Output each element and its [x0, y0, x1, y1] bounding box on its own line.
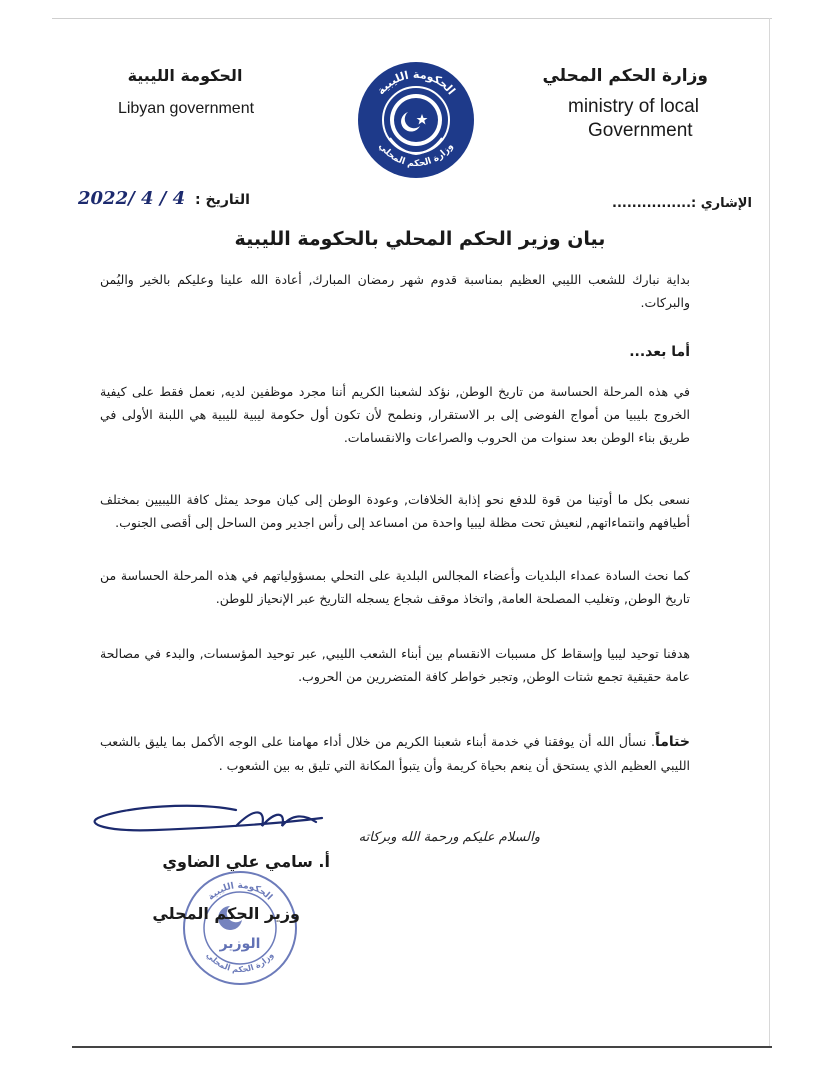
ministry-logo: [356, 60, 476, 180]
government-name-arabic: الحكومة الليبية: [127, 66, 243, 85]
signature-scribble: [86, 796, 326, 852]
closing-paragraph-text: . نسأل الله أن يوفقنا في خدمة أبناء شعبنا الكريم من خلال أداء مهامنا على الوجه الأكمل بما يليق بالشعب الليبي العظيم الذي يستحق أن ينعم بحياة كريمة وأن يتبوأ المكانة التي تليق به بين الشعوب .: [100, 734, 690, 773]
statement-title: بيان وزير الحكم المحلي بالحكومة الليبية: [234, 228, 606, 250]
closing-salutation: والسلام عليكم ورحمة الله وبركاته: [358, 830, 540, 845]
date-label: التاريخ :: [195, 192, 250, 208]
logo-ring-bottom-text: وزارة الحكم المحلي: [376, 141, 456, 170]
paragraph-closing: [100, 730, 690, 777]
ministry-name-english-line2: Government: [588, 120, 693, 141]
page-top-edge: [52, 18, 772, 19]
paragraph-greeting: بداية نبارك للشعب الليبي العظيم بمناسبة قدوم شهر رمضان المبارك, أعادة الله علينا وعليكم بالخير واليُمن والبركات.: [100, 272, 690, 310]
stamp-ring-top-text: الحكومة الليبية: [206, 880, 274, 903]
government-name-english: Libyan government: [117, 100, 255, 117]
stamp-ring-bottom-text: وزارة الحكم المحلي: [204, 950, 276, 975]
paragraph-2: في هذه المرحلة الحساسة من تاريخ الوطن, نؤكد لشعبنا الكريم أننا مجرد موظفين لديه, نعمل فقط على كيفية الخروج بليبيا من أمواج الفوضى إلى بر الاستقرار, ونطمح لأن تكون أول حكومة ليبية لليبية هي اللبنة الأولى في طريق بناء الوطن بعد سنوات من الحروب والصراعات والانقسامات.: [100, 384, 690, 445]
signatory-name: أ. سامي علي الضاوي: [162, 852, 330, 871]
paragraph-5: هدفنا توحيد ليبيا وإسقاط كل مسببات الانقسام بين أبناء الشعب الليبي, عبر توحيد المؤسسات, والبدء في مصالحة عامة حقيقية تجمع شتات الوطن, وتجبر خواطر كافة المتضررين من الحروب.: [100, 646, 690, 684]
ministry-name-english-line1: ministry of local: [568, 96, 699, 117]
stamp-center-text: الوزير: [219, 936, 261, 952]
page-bottom-rule: [72, 1046, 772, 1048]
page-right-edge: [769, 18, 770, 1048]
official-stamp: [180, 868, 300, 988]
signatory-title: وزير الحكم المحلي: [152, 904, 300, 923]
khitaman-word: ختاماً: [655, 734, 690, 750]
logo-ring-top-text: الحكومة الليبية: [374, 67, 458, 98]
ministry-name-arabic: وزارة الحكم المحلي: [542, 66, 708, 86]
paragraph-3: نسعى بكل ما أوتينا من قوة للدفع نحو إذابة الخلافات, وعودة الوطن إلى كيان موحد يمثل كافة الليبيين بمختلف أطيافهم وانتماءاتهم, لنعيش تحت مظلة ليبيا واحدة من امساعد إلى رأس اجدير ومن الساحل إلى أقصى الجنوب.: [100, 492, 690, 530]
amma-bad-heading: أما بعد...: [629, 344, 690, 360]
date-value-handwritten: 2022/ 4 / 4: [78, 188, 186, 209]
paragraph-4: كما نحث السادة عمداء البلديات وأعضاء المجالس البلدية على التحلي بمسؤولياتهم في هذه المرحلة الحساسة من تاريخ الوطن, وتغليب المصلحة العامة, واتخاذ موقف شجاع يسجله التاريخ عبر الإنحياز للوطن.: [100, 568, 690, 606]
reference-label: الإشاري :................: [612, 196, 752, 211]
